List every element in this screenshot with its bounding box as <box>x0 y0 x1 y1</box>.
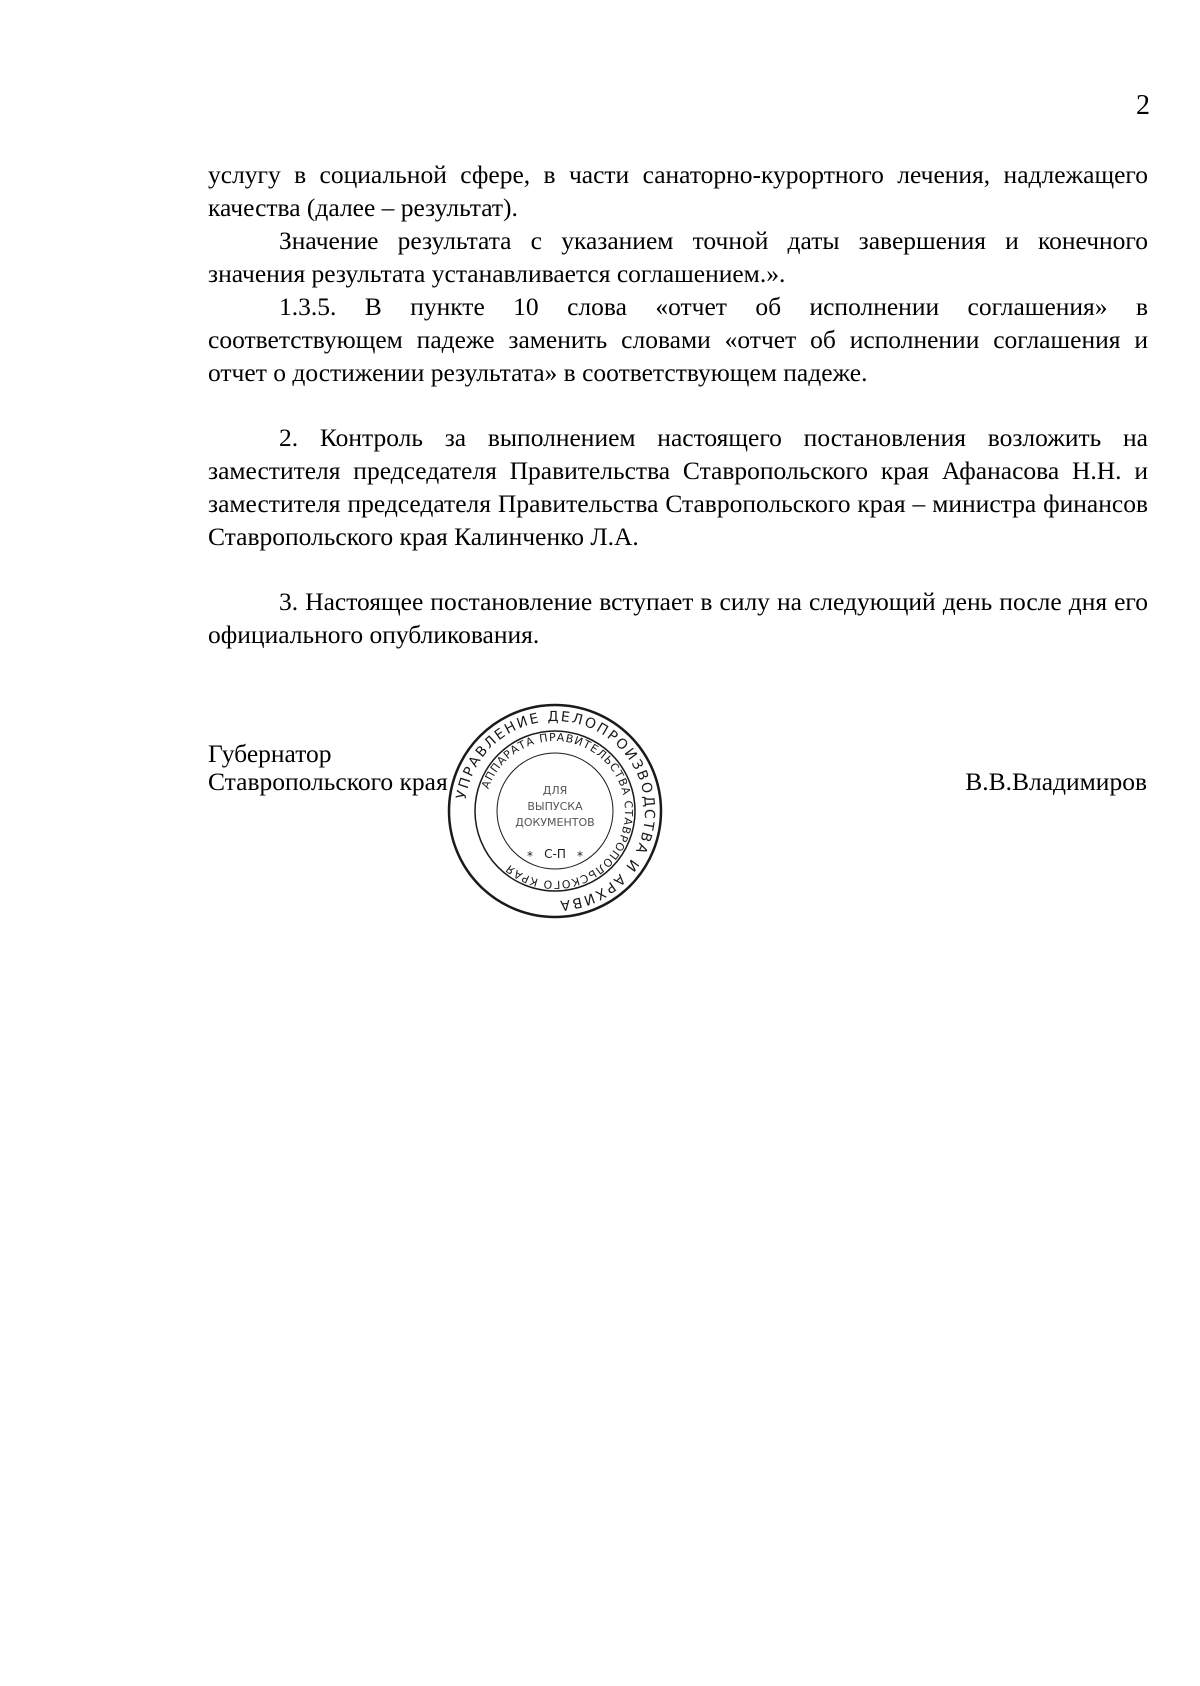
stamp-star-right: * <box>577 849 583 863</box>
stamp-outer-text: УПРАВЛЕНИЕ ДЕЛОПРОИЗВОДСТВА И АРХИВА <box>453 708 658 914</box>
stamp-center-line2: ВЫПУСКА <box>527 800 583 813</box>
signatory-position-line1: Губернатор <box>208 739 332 768</box>
signatory-name: В.В.Владимиров <box>965 767 1147 796</box>
stamp-center-line3: ДОКУМЕНТОВ <box>515 816 595 829</box>
paragraph-4: 2. Контроль за выполнением настоящего постановления возложить на заместителя председателя Правительства Ставропольского края Афанасова Н.Н. и заместителя председателя Правительства Ставропольского края – министра финансов Ставропольского края Калинченко Л.А. <box>208 423 1148 551</box>
page-number: 2 <box>1136 90 1150 121</box>
paragraph-2: Значение результата с указанием точной даты завершения и конечного значения результата устанавливается соглашением.». <box>208 226 1148 288</box>
document-body <box>208 158 1148 651</box>
stamp-center-line1: ДЛЯ <box>542 784 568 797</box>
stamp-inner-text: АППАРАТА ПРАВИТЕЛЬСТВА СТАВРОПОЛЬСКОГО КРАЯ <box>478 730 636 892</box>
signatory-position <box>208 740 448 796</box>
paragraph-5: 3. Настоящее постановление вступает в силу на следующий день после дня его официального опубликования. <box>208 587 1148 649</box>
signatory-position-line2: Ставропольского края <box>208 767 448 796</box>
paragraph-1: услугу в социальной сфере, в части санаторно-курортного лечения, надлежащего качества (далее – результат). <box>208 160 1148 222</box>
stamp-bottom-code: С-П <box>544 847 566 861</box>
official-stamp <box>444 700 666 922</box>
paragraph-3: 1.3.5. В пункте 10 слова «отчет об исполнении соглашения» в соответствующем падеже заменить словами «отчет об исполнении соглашения и отчет о достижении результата» в соответствующем падеже. <box>208 292 1148 387</box>
stamp-star-left: * <box>527 849 533 863</box>
